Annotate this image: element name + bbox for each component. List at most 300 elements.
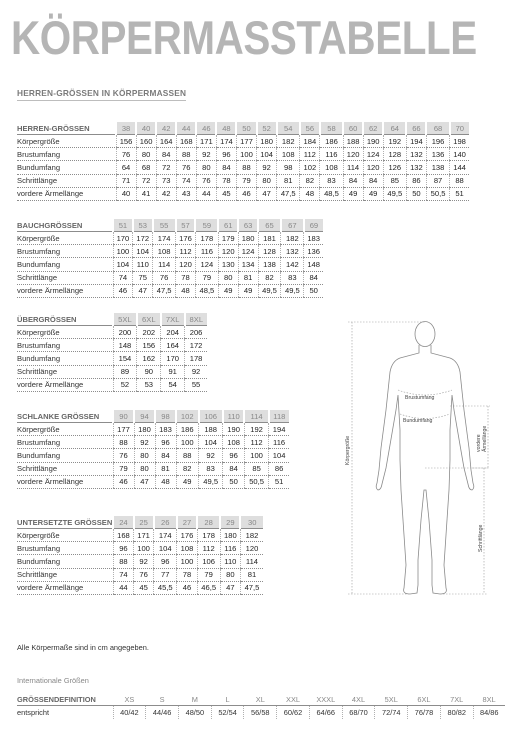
- table-cell: 188: [343, 135, 363, 148]
- table-cell: 181: [258, 232, 281, 245]
- table-cell: 112: [197, 542, 220, 555]
- table-cell: 96: [216, 148, 236, 161]
- size-col-header: XXXL: [309, 693, 342, 706]
- table-cell: 72/74: [375, 706, 408, 720]
- table-header: BAUCHGRÖSSEN: [17, 219, 113, 232]
- table-cell: 112: [300, 148, 320, 161]
- table-cell: 110: [133, 258, 153, 271]
- table-row: [17, 232, 323, 245]
- size-col-header: 38: [116, 122, 136, 135]
- table-cell: 68: [136, 161, 156, 174]
- row-label: Bundumfang: [17, 352, 113, 365]
- size-col-header: 52: [257, 122, 277, 135]
- table-cell: 104: [154, 542, 177, 555]
- table-cell: 128: [258, 245, 281, 258]
- table-cell: 177: [236, 135, 256, 148]
- size-col-header: 94: [134, 410, 155, 423]
- table-cell: 51: [450, 187, 469, 200]
- table-cell: 180: [134, 423, 155, 436]
- table-cell: 49: [176, 475, 199, 488]
- table-cell: 79: [197, 568, 220, 581]
- table-cell: 81: [155, 462, 176, 475]
- table-cell: 100: [236, 148, 256, 161]
- row-label: Körpergröße: [17, 326, 113, 339]
- international-size-table: [17, 693, 505, 719]
- table-cell: 102: [300, 161, 320, 174]
- table-cell: 108: [177, 542, 197, 555]
- size-col-header: 62: [363, 122, 383, 135]
- table-cell: 47,5: [240, 581, 263, 594]
- table-cell: 183: [155, 423, 176, 436]
- table-cell: 51: [269, 475, 289, 488]
- row-label: Schrittlänge: [17, 271, 113, 284]
- table-cell: 108: [320, 161, 343, 174]
- row-label: Brustumfang: [17, 542, 113, 555]
- size-col-header: 26: [154, 516, 177, 529]
- table-cell: 132: [281, 245, 304, 258]
- table-cell: 160: [136, 135, 156, 148]
- table-row: [17, 339, 207, 352]
- table-cell: 76: [153, 271, 176, 284]
- size-col-header: 57: [176, 219, 196, 232]
- size-col-header: 5XL: [375, 693, 408, 706]
- table-cell: 108: [223, 436, 245, 449]
- size-col-header: L: [211, 693, 244, 706]
- table-cell: 92: [257, 161, 277, 174]
- table-cell: 83: [199, 462, 223, 475]
- table-cell: 194: [406, 135, 426, 148]
- table-cell: 74: [176, 174, 196, 187]
- size-col-header: 46: [196, 122, 216, 135]
- table-cell: 48/50: [178, 706, 211, 720]
- table-row: [17, 365, 207, 378]
- table-cell: 108: [153, 245, 176, 258]
- row-label: Bundumfang: [17, 555, 113, 568]
- table-cell: 55: [185, 378, 207, 391]
- row-label: vordere Ärmellänge: [17, 475, 113, 488]
- table-cell: 45,5: [154, 581, 177, 594]
- table-row: [17, 706, 505, 720]
- row-label: Brustumfang: [17, 436, 113, 449]
- table-row: [17, 529, 263, 542]
- table-cell: 50: [223, 475, 245, 488]
- table-cell: 126: [383, 161, 406, 174]
- table-cell: 138: [426, 161, 449, 174]
- table-cell: 92: [196, 148, 216, 161]
- size-col-header: 8XL: [473, 693, 505, 706]
- table-cell: 80: [196, 161, 216, 174]
- table-cell: 172: [185, 339, 207, 352]
- row-label: Brustumfang: [17, 245, 113, 258]
- table-cell: 84: [343, 174, 363, 187]
- table-cell: 76: [196, 174, 216, 187]
- table-cell: 180: [238, 232, 258, 245]
- table-cell: 41: [136, 187, 156, 200]
- size-col-header: 53: [133, 219, 153, 232]
- row-label: vordere Ärmellänge: [17, 284, 113, 297]
- table-cell: 104: [113, 258, 133, 271]
- table-cell: 40: [116, 187, 136, 200]
- table-cell: 48: [300, 187, 320, 200]
- table-cell: 182: [277, 135, 300, 148]
- table-cell: 76: [134, 568, 154, 581]
- table-cell: 49,5: [199, 475, 223, 488]
- table-row: [17, 161, 469, 174]
- size-col-header: 110: [223, 410, 245, 423]
- table-row: [17, 187, 469, 200]
- table-cell: 188: [199, 423, 223, 436]
- table-cell: 46: [236, 187, 256, 200]
- table-cell: 45: [216, 187, 236, 200]
- table-cell: 174: [216, 135, 236, 148]
- table-cell: 120: [343, 148, 363, 161]
- size-col-header: 68: [426, 122, 449, 135]
- table-cell: 170: [161, 352, 185, 365]
- table-cell: 136: [426, 148, 449, 161]
- table-cell: 85: [244, 462, 268, 475]
- table-cell: 136: [304, 245, 323, 258]
- table-cell: 72: [136, 174, 156, 187]
- table-cell: 92: [185, 365, 207, 378]
- table-cell: 100: [177, 555, 197, 568]
- table-header: UNTERSETZTE GRÖSSEN: [17, 517, 113, 527]
- table-cell: 110: [220, 555, 240, 568]
- koerpergroesse-measure: [348, 322, 425, 594]
- size-col-header: XXL: [277, 693, 310, 706]
- table-cell: 180: [257, 135, 277, 148]
- size-col-header: XL: [244, 693, 277, 706]
- row-label: Schrittlänge: [17, 568, 113, 581]
- table-row: [17, 271, 323, 284]
- table-cell: 134: [238, 258, 258, 271]
- size-col-header: 65: [258, 219, 281, 232]
- size-col-header: 24: [113, 516, 133, 529]
- table-cell: 178: [195, 232, 218, 245]
- table-cell: 148: [304, 258, 323, 271]
- size-col-header: M: [178, 693, 211, 706]
- table-cell: 44/46: [146, 706, 179, 720]
- row-label: Bundumfang: [17, 449, 113, 462]
- table-cell: 76: [176, 161, 196, 174]
- row-label: Körpergröße: [17, 232, 113, 245]
- table-cell: 88: [236, 161, 256, 174]
- table-row: [17, 462, 289, 475]
- table-cell: 100: [134, 542, 154, 555]
- size-col-header: 6XL: [137, 313, 161, 326]
- table-cell: 71: [116, 174, 136, 187]
- table-row: [17, 542, 263, 555]
- table-cell: 43: [176, 187, 196, 200]
- row-label: Schrittlänge: [17, 174, 116, 187]
- table-cell: 50: [406, 187, 426, 200]
- units-note: Alle Körpermaße sind in cm angegeben.: [17, 643, 149, 652]
- size-col-header: 4XL: [342, 693, 375, 706]
- table-row: [17, 326, 207, 339]
- table-cell: 198: [450, 135, 469, 148]
- table-cell: 164: [161, 339, 185, 352]
- size-col-header: 61: [218, 219, 238, 232]
- table-cell: 202: [137, 326, 161, 339]
- table-cell: 174: [153, 232, 176, 245]
- table-cell: 144: [450, 161, 469, 174]
- aermellaenge-label-1: vordere: [476, 434, 482, 452]
- table-cell: 78: [177, 568, 197, 581]
- table-cell: 73: [156, 174, 176, 187]
- table-cell: 138: [258, 258, 281, 271]
- table-cell: 172: [133, 232, 153, 245]
- table-cell: 92: [134, 555, 154, 568]
- table-cell: 88: [176, 148, 196, 161]
- table-cell: 52/54: [211, 706, 244, 720]
- table-cell: 186: [176, 423, 199, 436]
- row-label: Schrittlänge: [17, 365, 113, 378]
- table-cell: 42: [156, 187, 176, 200]
- table-cell: 84: [156, 148, 176, 161]
- table-cell: 81: [277, 174, 300, 187]
- table-cell: 124: [363, 148, 383, 161]
- table-cell: 80: [257, 174, 277, 187]
- size-col-header: 7XL: [161, 313, 185, 326]
- table-cell: 164: [156, 135, 176, 148]
- table-cell: 48,5: [195, 284, 218, 297]
- table-cell: 132: [406, 161, 426, 174]
- table-cell: 130: [218, 258, 238, 271]
- brustumfang-label: Brustumfang: [405, 395, 435, 401]
- table-cell: 49: [363, 187, 383, 200]
- table-cell: 116: [269, 436, 289, 449]
- table-cell: 87: [426, 174, 449, 187]
- schrittlaenge-label: Schrittlänge: [478, 524, 484, 552]
- size-col-header: 98: [155, 410, 176, 423]
- size-col-header: 50: [236, 122, 256, 135]
- size-col-header: 27: [177, 516, 197, 529]
- table-cell: 78: [216, 174, 236, 187]
- table-row: [17, 423, 289, 436]
- table-cell: 86: [406, 174, 426, 187]
- size-col-header: 60: [343, 122, 363, 135]
- table-cell: 46: [113, 284, 133, 297]
- table-cell: 114: [343, 161, 363, 174]
- table-cell: 206: [185, 326, 207, 339]
- table-cell: 68/70: [342, 706, 375, 720]
- page-subtitle: HERREN-GRÖSSEN IN KÖRPERMASSEN: [17, 88, 186, 101]
- row-label: Körpergröße: [17, 135, 116, 148]
- table-cell: 116: [195, 245, 218, 258]
- table-cell: 154: [113, 352, 137, 365]
- table-cell: 178: [197, 529, 220, 542]
- table-row: [17, 284, 323, 297]
- size-col-header: 106: [199, 410, 223, 423]
- table-row: [17, 352, 207, 365]
- table-cell: 171: [196, 135, 216, 148]
- size-col-header: 8XL: [185, 313, 207, 326]
- size-col-header: 6XL: [408, 693, 441, 706]
- size-col-header: 70: [450, 122, 469, 135]
- table-cell: 116: [320, 148, 343, 161]
- table-cell: 177: [113, 423, 134, 436]
- table-row: [17, 245, 323, 258]
- table-cell: 120: [363, 161, 383, 174]
- table-cell: 80: [136, 148, 156, 161]
- table-cell: 47: [134, 475, 155, 488]
- size-col-header: 29: [220, 516, 240, 529]
- table-cell: 114: [240, 555, 263, 568]
- table-cell: 79: [113, 462, 134, 475]
- table-header: GRÖSSENDEFINITION: [17, 693, 113, 706]
- table-header: SCHLANKE GRÖSSEN: [17, 410, 113, 423]
- table-cell: 100: [176, 436, 199, 449]
- table-row: [17, 555, 263, 568]
- table-cell: 84: [155, 449, 176, 462]
- size-col-header: 66: [406, 122, 426, 135]
- size-col-header: S: [146, 693, 179, 706]
- table-cell: 81: [240, 568, 263, 581]
- table-cell: 50: [304, 284, 323, 297]
- table-cell: 88: [113, 555, 133, 568]
- table-cell: 112: [244, 436, 268, 449]
- table-cell: 176: [176, 232, 196, 245]
- table-cell: 168: [176, 135, 196, 148]
- row-label: Körpergröße: [17, 529, 113, 542]
- table-cell: 76/78: [408, 706, 441, 720]
- table-cell: 49: [238, 284, 258, 297]
- table-cell: 116: [220, 542, 240, 555]
- table-cell: 96: [154, 555, 177, 568]
- table-cell: 49,5: [281, 284, 304, 297]
- table-cell: 81: [238, 271, 258, 284]
- size-table-herren: [17, 122, 469, 201]
- table-cell: 120: [240, 542, 263, 555]
- row-label: Brustumfang: [17, 148, 116, 161]
- table-cell: 50,5: [244, 475, 268, 488]
- table-cell: 170: [113, 232, 133, 245]
- table-row: [17, 581, 263, 594]
- size-col-header: 64: [383, 122, 406, 135]
- table-cell: 47: [133, 284, 153, 297]
- table-cell: 196: [426, 135, 449, 148]
- table-row: [17, 135, 469, 148]
- koerpergroesse-label: Körpergröße: [345, 435, 351, 465]
- table-cell: 47,5: [153, 284, 176, 297]
- table-cell: 44: [113, 581, 133, 594]
- row-label: vordere Ärmellänge: [17, 581, 113, 594]
- table-cell: 80: [218, 271, 238, 284]
- table-cell: 156: [137, 339, 161, 352]
- table-cell: 88: [176, 449, 199, 462]
- international-sizes-title: Internationale Größen: [17, 676, 89, 685]
- table-cell: 190: [223, 423, 245, 436]
- table-cell: 96: [113, 542, 133, 555]
- table-cell: 77: [154, 568, 177, 581]
- size-col-header: 42: [156, 122, 176, 135]
- row-label: vordere Ärmellänge: [17, 378, 113, 391]
- table-cell: 48: [155, 475, 176, 488]
- size-col-header: 63: [238, 219, 258, 232]
- size-col-header: 59: [195, 219, 218, 232]
- table-cell: 74: [113, 568, 133, 581]
- table-cell: 79: [236, 174, 256, 187]
- table-cell: 47: [220, 581, 240, 594]
- table-cell: 88: [113, 436, 134, 449]
- table-cell: 44: [196, 187, 216, 200]
- table-cell: 190: [363, 135, 383, 148]
- table-cell: 46: [177, 581, 197, 594]
- table-cell: 120: [218, 245, 238, 258]
- table-cell: 114: [153, 258, 176, 271]
- table-cell: 200: [113, 326, 137, 339]
- table-cell: 46: [113, 475, 134, 488]
- table-header: ÜBERGRÖSSEN: [17, 313, 113, 326]
- table-row: [17, 475, 289, 488]
- page-title: KÖRPERMASSTABELLE: [11, 11, 477, 64]
- table-cell: 124: [195, 258, 218, 271]
- table-cell: 156: [116, 135, 136, 148]
- size-col-header: 28: [197, 516, 220, 529]
- table-cell: 76: [116, 148, 136, 161]
- size-col-header: 7XL: [440, 693, 473, 706]
- table-cell: 98: [277, 161, 300, 174]
- size-col-header: 118: [269, 410, 289, 423]
- table-cell: 83: [320, 174, 343, 187]
- table-cell: 52: [113, 378, 137, 391]
- table-cell: 82: [258, 271, 281, 284]
- table-cell: 128: [383, 148, 406, 161]
- table-cell: 82: [300, 174, 320, 187]
- row-label: vordere Ärmellänge: [17, 187, 116, 200]
- table-cell: 100: [113, 245, 133, 258]
- table-cell: 90: [137, 365, 161, 378]
- aermellaenge-label-2: Ärmellänge: [482, 425, 488, 452]
- table-cell: 142: [281, 258, 304, 271]
- table-cell: 183: [304, 232, 323, 245]
- table-cell: 112: [176, 245, 196, 258]
- table-cell: 186: [320, 135, 343, 148]
- size-col-header: 55: [153, 219, 176, 232]
- table-cell: 76: [113, 449, 134, 462]
- table-cell: 148: [113, 339, 137, 352]
- table-cell: 180: [220, 529, 240, 542]
- table-cell: 78: [176, 271, 196, 284]
- table-cell: 100: [244, 449, 268, 462]
- row-label: entspricht: [17, 708, 50, 717]
- size-col-header: 56: [300, 122, 320, 135]
- table-row: [17, 568, 263, 581]
- table-cell: 92: [134, 436, 155, 449]
- table-cell: 84: [304, 271, 323, 284]
- row-label: Schrittlänge: [17, 462, 113, 475]
- table-cell: 192: [383, 135, 406, 148]
- size-col-header: 40: [136, 122, 156, 135]
- table-cell: 82: [176, 462, 199, 475]
- table-cell: 140: [450, 148, 469, 161]
- table-cell: 53: [137, 378, 161, 391]
- table-header: HERREN-GRÖSSEN: [17, 122, 116, 135]
- body-figure: [330, 320, 508, 610]
- row-label: Körpergröße: [17, 423, 113, 436]
- table-cell: 64: [116, 161, 136, 174]
- size-col-header: 67: [281, 219, 304, 232]
- row-label: Bundumfang: [17, 258, 113, 271]
- size-col-header: 69: [304, 219, 323, 232]
- table-cell: 48,5: [320, 187, 343, 200]
- table-cell: 47,5: [277, 187, 300, 200]
- size-table-uebergroessen: [17, 313, 207, 392]
- table-cell: 75: [133, 271, 153, 284]
- size-table-bauch: [17, 219, 323, 298]
- table-row: [17, 174, 469, 187]
- size-col-header: 102: [176, 410, 199, 423]
- table-cell: 86: [269, 462, 289, 475]
